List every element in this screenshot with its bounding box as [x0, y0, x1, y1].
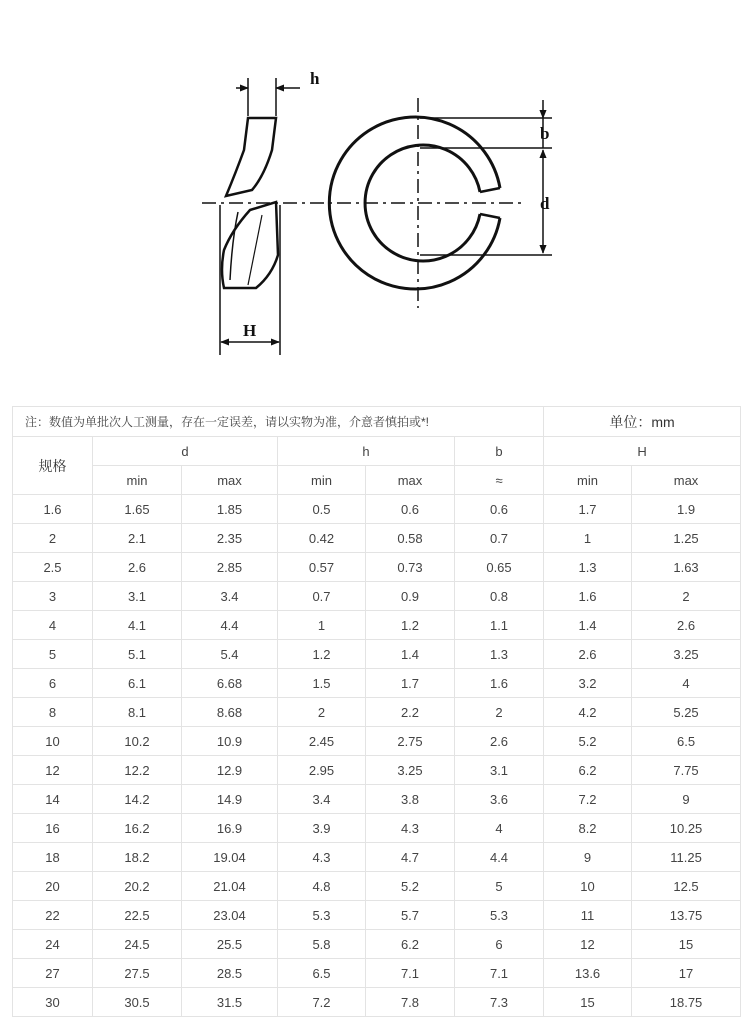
- cell-b-approx: 6: [455, 930, 544, 959]
- cell-H-min: 1.3: [544, 553, 632, 582]
- cell-H-max: 1.9: [632, 495, 741, 524]
- cell-h-max: 1.4: [366, 640, 455, 669]
- cell-spec: 1.6: [13, 495, 93, 524]
- cell-d-min: 16.2: [93, 814, 182, 843]
- table-row: [13, 901, 741, 930]
- cell-H-max: 10.25: [632, 814, 741, 843]
- cell-d-min: 20.2: [93, 872, 182, 901]
- cell-h-min: 4.3: [278, 843, 366, 872]
- cell-d-max: 21.04: [182, 872, 278, 901]
- cell-H-min: 1.6: [544, 582, 632, 611]
- cell-h-max: 4.3: [366, 814, 455, 843]
- cell-h-min: 4.8: [278, 872, 366, 901]
- cell-h-min: 0.57: [278, 553, 366, 582]
- dimension-label-b: b: [540, 124, 550, 143]
- cell-d-max: 5.4: [182, 640, 278, 669]
- table-row: [13, 959, 741, 988]
- cell-b-approx: 5.3: [455, 901, 544, 930]
- cell-h-max: 7.8: [366, 988, 455, 1017]
- cell-h-min: 1.2: [278, 640, 366, 669]
- table-row: [13, 785, 741, 814]
- cell-H-min: 7.2: [544, 785, 632, 814]
- cell-spec: 20: [13, 872, 93, 901]
- cell-h-min: 3.4: [278, 785, 366, 814]
- cell-h-max: 1.2: [366, 611, 455, 640]
- table-row: [13, 611, 741, 640]
- sub-header-H-max: max: [632, 466, 741, 495]
- cell-spec: 2: [13, 524, 93, 553]
- cell-d-min: 22.5: [93, 901, 182, 930]
- cell-d-min: 10.2: [93, 727, 182, 756]
- spec-header: 规格: [13, 437, 93, 495]
- cell-d-min: 18.2: [93, 843, 182, 872]
- cell-d-min: 27.5: [93, 959, 182, 988]
- cell-spec: 18: [13, 843, 93, 872]
- cell-h-max: 0.6: [366, 495, 455, 524]
- cell-spec: 5: [13, 640, 93, 669]
- group-header-h: h: [278, 437, 455, 466]
- dimension-label-h: h: [310, 69, 320, 88]
- cell-H-max: 2.6: [632, 611, 741, 640]
- cell-H-min: 12: [544, 930, 632, 959]
- cell-h-max: 0.73: [366, 553, 455, 582]
- cell-d-max: 2.35: [182, 524, 278, 553]
- cell-d-max: 23.04: [182, 901, 278, 930]
- cell-b-approx: 0.8: [455, 582, 544, 611]
- extension-lines: [220, 78, 552, 355]
- cell-H-min: 1.7: [544, 495, 632, 524]
- group-header-H: H: [544, 437, 741, 466]
- cell-spec: 10: [13, 727, 93, 756]
- cell-d-max: 2.85: [182, 553, 278, 582]
- group-header-b: b: [455, 437, 544, 466]
- cell-b-approx: 7.3: [455, 988, 544, 1017]
- cell-spec: 6: [13, 669, 93, 698]
- cell-h-max: 4.7: [366, 843, 455, 872]
- cell-d-max: 16.9: [182, 814, 278, 843]
- cell-H-max: 1.63: [632, 553, 741, 582]
- cell-H-max: 12.5: [632, 872, 741, 901]
- cell-H-min: 1.4: [544, 611, 632, 640]
- cell-b-approx: 0.6: [455, 495, 544, 524]
- cell-H-max: 7.75: [632, 756, 741, 785]
- cell-spec: 24: [13, 930, 93, 959]
- dimension-label-d: d: [540, 194, 550, 213]
- cell-d-min: 3.1: [93, 582, 182, 611]
- table-row: [13, 727, 741, 756]
- table-row: [13, 524, 741, 553]
- cell-h-min: 7.2: [278, 988, 366, 1017]
- cell-h-min: 1.5: [278, 669, 366, 698]
- cell-H-min: 10: [544, 872, 632, 901]
- cell-H-min: 2.6: [544, 640, 632, 669]
- cell-H-max: 3.25: [632, 640, 741, 669]
- cell-h-min: 6.5: [278, 959, 366, 988]
- cell-h-min: 2: [278, 698, 366, 727]
- table-row: [13, 669, 741, 698]
- spring-washer-drawing: [0, 0, 750, 400]
- cell-d-max: 28.5: [182, 959, 278, 988]
- cell-h-min: 0.7: [278, 582, 366, 611]
- cell-b-approx: 3.6: [455, 785, 544, 814]
- cell-d-max: 1.85: [182, 495, 278, 524]
- cell-d-min: 1.65: [93, 495, 182, 524]
- cell-d-min: 2.1: [93, 524, 182, 553]
- cell-h-min: 5.3: [278, 901, 366, 930]
- cell-h-min: 3.9: [278, 814, 366, 843]
- cell-H-max: 13.75: [632, 901, 741, 930]
- cell-spec: 12: [13, 756, 93, 785]
- cell-spec: 14: [13, 785, 93, 814]
- sub-header-H-min: min: [544, 466, 632, 495]
- cell-d-max: 6.68: [182, 669, 278, 698]
- dimension-label-H: H: [243, 321, 257, 340]
- cell-h-min: 2.95: [278, 756, 366, 785]
- cell-d-min: 5.1: [93, 640, 182, 669]
- cell-H-min: 6.2: [544, 756, 632, 785]
- cell-h-max: 2.2: [366, 698, 455, 727]
- cell-H-max: 5.25: [632, 698, 741, 727]
- cell-H-min: 4.2: [544, 698, 632, 727]
- sub-header-d-max: max: [182, 466, 278, 495]
- cell-d-min: 8.1: [93, 698, 182, 727]
- cell-spec: 3: [13, 582, 93, 611]
- cell-d-max: 14.9: [182, 785, 278, 814]
- sub-header-b-approx: ≈: [455, 466, 544, 495]
- cell-b-approx: 0.65: [455, 553, 544, 582]
- cell-H-max: 15: [632, 930, 741, 959]
- cell-d-min: 12.2: [93, 756, 182, 785]
- cell-h-max: 0.9: [366, 582, 455, 611]
- cell-spec: 8: [13, 698, 93, 727]
- cell-h-min: 1: [278, 611, 366, 640]
- cell-b-approx: 2: [455, 698, 544, 727]
- cell-d-max: 25.5: [182, 930, 278, 959]
- table-row: [13, 756, 741, 785]
- cell-d-max: 31.5: [182, 988, 278, 1017]
- cell-b-approx: 5: [455, 872, 544, 901]
- cell-h-max: 0.58: [366, 524, 455, 553]
- table-row: [13, 843, 741, 872]
- cell-d-min: 30.5: [93, 988, 182, 1017]
- cell-h-max: 3.25: [366, 756, 455, 785]
- cell-d-min: 2.6: [93, 553, 182, 582]
- table-row: [13, 495, 741, 524]
- cell-h-max: 7.1: [366, 959, 455, 988]
- cell-spec: 2.5: [13, 553, 93, 582]
- cell-d-min: 14.2: [93, 785, 182, 814]
- cell-spec: 4: [13, 611, 93, 640]
- cell-H-min: 11: [544, 901, 632, 930]
- sub-header-h-min: min: [278, 466, 366, 495]
- spec-table: [12, 406, 741, 1017]
- table-row: [13, 582, 741, 611]
- cell-H-min: 1: [544, 524, 632, 553]
- cell-b-approx: 2.6: [455, 727, 544, 756]
- cell-H-max: 9: [632, 785, 741, 814]
- table-row: [13, 553, 741, 582]
- cell-spec: 27: [13, 959, 93, 988]
- cell-h-min: 0.42: [278, 524, 366, 553]
- cell-H-min: 8.2: [544, 814, 632, 843]
- cell-d-max: 3.4: [182, 582, 278, 611]
- cell-H-max: 6.5: [632, 727, 741, 756]
- cell-h-max: 6.2: [366, 930, 455, 959]
- table-row: [13, 698, 741, 727]
- center-lines: [202, 98, 525, 308]
- cell-b-approx: 3.1: [455, 756, 544, 785]
- cell-d-max: 4.4: [182, 611, 278, 640]
- cell-d-max: 12.9: [182, 756, 278, 785]
- group-header-d: d: [93, 437, 278, 466]
- cell-d-max: 10.9: [182, 727, 278, 756]
- spec-table-body: [13, 495, 741, 1017]
- cell-d-max: 19.04: [182, 843, 278, 872]
- cell-d-min: 6.1: [93, 669, 182, 698]
- table-row: [13, 640, 741, 669]
- cell-H-max: 18.75: [632, 988, 741, 1017]
- table-row: [13, 814, 741, 843]
- cell-spec: 30: [13, 988, 93, 1017]
- cell-H-max: 17: [632, 959, 741, 988]
- cell-h-max: 2.75: [366, 727, 455, 756]
- cell-h-min: 2.45: [278, 727, 366, 756]
- dimension-lines: [221, 88, 543, 342]
- cell-h-max: 5.2: [366, 872, 455, 901]
- cell-h-min: 5.8: [278, 930, 366, 959]
- cell-b-approx: 4: [455, 814, 544, 843]
- cell-H-max: 1.25: [632, 524, 741, 553]
- cell-H-min: 15: [544, 988, 632, 1017]
- table-row: [13, 930, 741, 959]
- measurement-note: 注：数值为单批次人工测量，存在一定误差，请以实物为准，介意者慎拍或*!: [13, 407, 544, 437]
- cell-H-max: 4: [632, 669, 741, 698]
- cell-H-min: 3.2: [544, 669, 632, 698]
- cell-H-max: 2: [632, 582, 741, 611]
- sub-header-d-min: min: [93, 466, 182, 495]
- cell-d-min: 4.1: [93, 611, 182, 640]
- cell-spec: 22: [13, 901, 93, 930]
- cell-d-max: 8.68: [182, 698, 278, 727]
- cell-d-min: 24.5: [93, 930, 182, 959]
- cell-b-approx: 7.1: [455, 959, 544, 988]
- cell-h-max: 1.7: [366, 669, 455, 698]
- cell-spec: 16: [13, 814, 93, 843]
- cell-b-approx: 4.4: [455, 843, 544, 872]
- cell-b-approx: 1.6: [455, 669, 544, 698]
- cell-h-max: 5.7: [366, 901, 455, 930]
- cell-b-approx: 1.3: [455, 640, 544, 669]
- cell-h-min: 0.5: [278, 495, 366, 524]
- table-row: [13, 988, 741, 1017]
- table-row: [13, 872, 741, 901]
- cell-H-min: 9: [544, 843, 632, 872]
- cell-H-min: 13.6: [544, 959, 632, 988]
- cell-h-max: 3.8: [366, 785, 455, 814]
- cell-H-max: 11.25: [632, 843, 741, 872]
- cell-b-approx: 1.1: [455, 611, 544, 640]
- technical-drawing-svg: [0, 0, 750, 400]
- cell-H-min: 5.2: [544, 727, 632, 756]
- sub-header-h-max: max: [366, 466, 455, 495]
- unit-label: 单位：mm: [544, 407, 741, 437]
- cell-b-approx: 0.7: [455, 524, 544, 553]
